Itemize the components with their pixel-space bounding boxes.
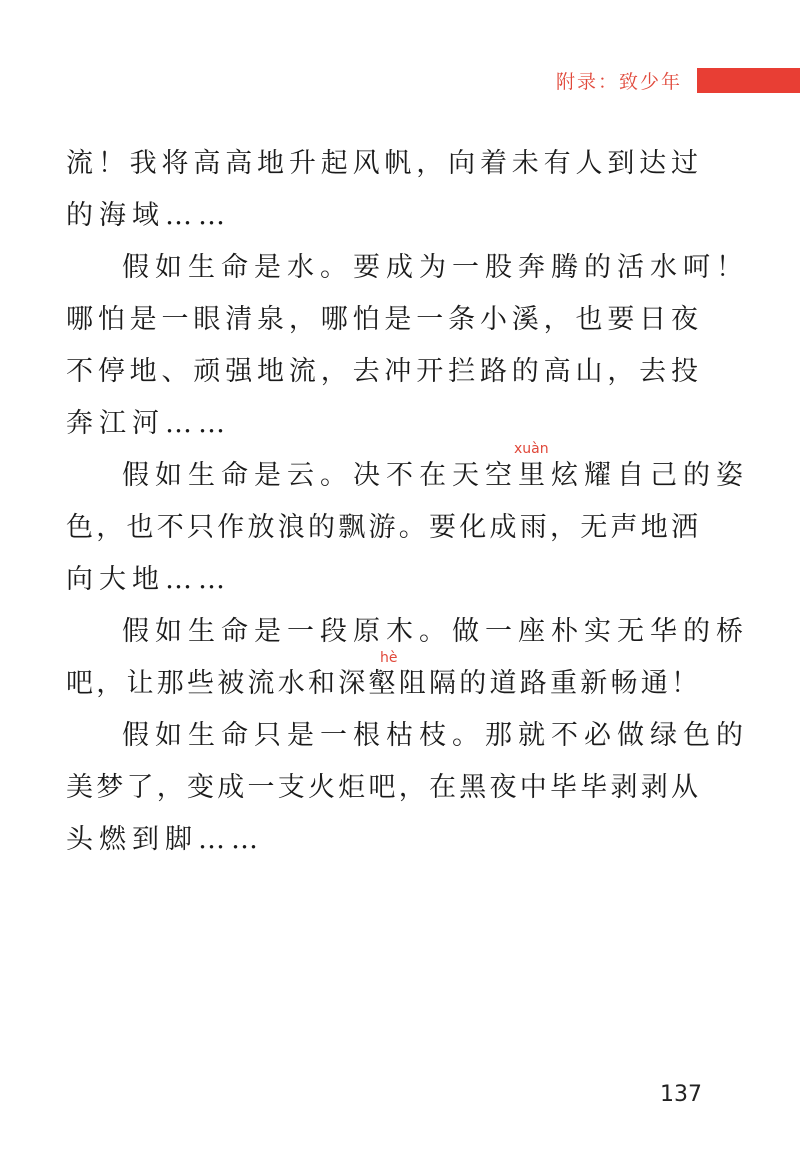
text-line-7: 假如生命是云。决不在天空里炫耀自己的姿 [122, 460, 749, 491]
text-line-11: 吧，让那些被流水和深壑阻隔的道路重新畅通！ [66, 668, 698, 699]
text-line-10: 假如生命是一段原木。做一座朴实无华的桥 [122, 616, 749, 647]
text-line-8: 色，也不只作放浪的飘游。要化成雨，无声地洒 [66, 512, 698, 543]
pinyin-annotation-he: hè [380, 650, 398, 666]
text-line-3: 假如生命是水。要成为一股奔腾的活水呵！ [122, 252, 749, 283]
text-line-5: 不停地、顽强地流，去冲开拦路的高山，去投 [66, 356, 698, 387]
text-line-13: 美梦了，变成一支火炬吧，在黑夜中毕毕剥剥从 [66, 772, 698, 803]
pinyin-annotation-xuan: xuàn [514, 441, 549, 457]
page-number: 137 [660, 1082, 702, 1107]
text-line-2: 的海域…… [66, 200, 231, 231]
text-line-9: 向大地…… [66, 564, 231, 595]
text-line-14: 头燃到脚…… [66, 824, 264, 855]
text-line-12: 假如生命只是一根枯枝。那就不必做绿色的 [122, 720, 749, 751]
text-line-4: 哪怕是一眼清泉，哪怕是一条小溪，也要日夜 [66, 304, 698, 335]
text-line-6: 奔江河…… [66, 408, 231, 439]
text-line-1: 流！我将高高地升起风帆，向着未有人到达过 [66, 148, 698, 179]
section-header-label: 附录：致少年 [556, 71, 683, 93]
section-header-bar [697, 68, 800, 93]
